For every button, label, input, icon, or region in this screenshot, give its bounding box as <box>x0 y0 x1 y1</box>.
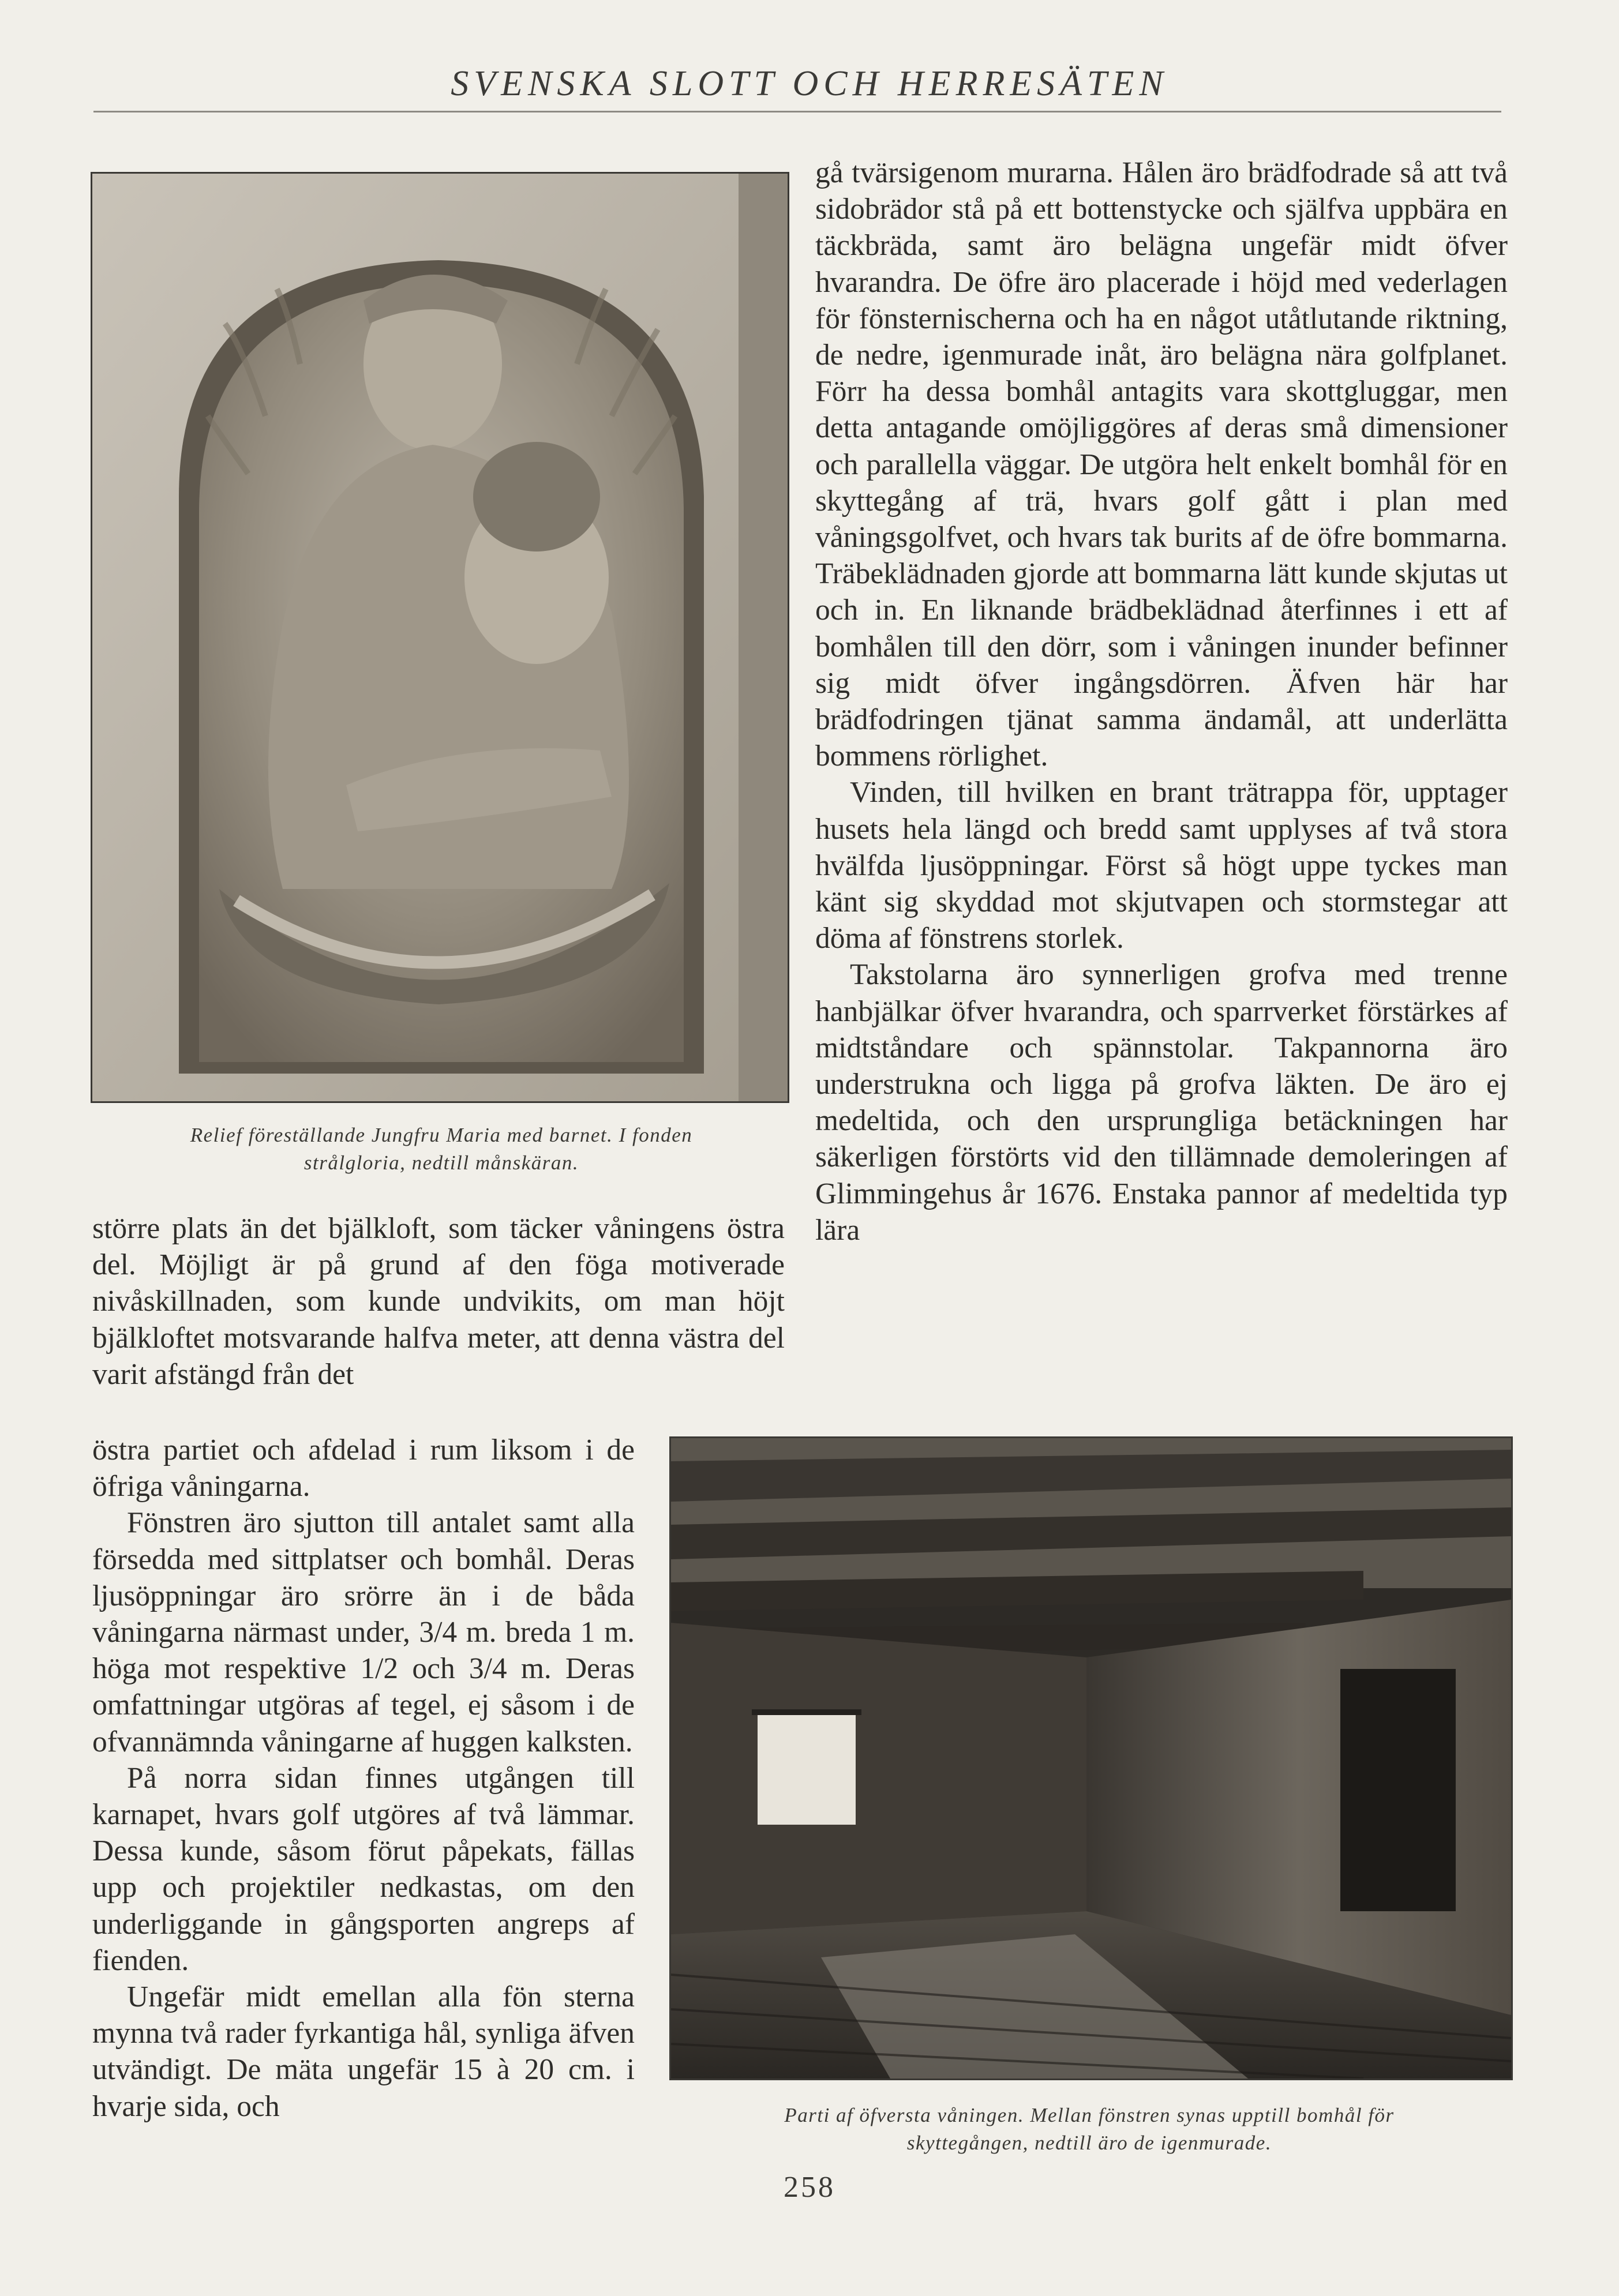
paragraph: större plats än det bjälkloft, som täcker våningens östra del. Möjligt är på grund af den föga motiverade nivåskillnaden, som kunde undvikits, om man höjt bjälkloftet motsvarande halfva meter, att denna västra del varit afstängd från det <box>92 1212 785 1391</box>
fraction: 1/2 <box>360 1652 399 1686</box>
relief-caption-line-1: Relief föreställande Jungfru Maria med barnet. I fonden <box>190 1124 693 1146</box>
room-caption-line-1: Parti af öfversta våningen. Mellan fönstren synas upptill bomhål för <box>784 2104 1395 2126</box>
page-number: 258 <box>784 2171 835 2204</box>
relief-caption-line-2: strålgloria, nedtill månskäran. <box>303 1151 579 1174</box>
fraction: 3/4 <box>469 1652 507 1686</box>
text-run: m. Deras omfattningar utgöras af tegel, ej såsom i de ofvannämnda våningarne af huggen kalksten. <box>92 1652 635 1758</box>
text-run: m. breda 1 m. höga mot respektive <box>92 1616 635 1686</box>
attic-room-photograph <box>669 1436 1513 2080</box>
paragraph: Vinden, till hvilken en brant trätrappa för, upptager husets hela längd och bredd samt upplyses af två stora hvälfda ljusöppningar. Först så högt uppe tyckes man känt sig skyddad mot skjutvapen och stormstegar att döma af fönstrens storlek. <box>815 776 1508 955</box>
paragraph: Takstolarna äro synnerligen grofva med trenne hanbjälkar öfver hvarandra, och sparrverket förstärkes af midtståndare och spännstolar. Takpannorna äro understrukna och ligga på grofva läkten. De äro ej medeltida, och den ursprungliga betäckningen har säkerligen förstörts vid den tillämnade demoleringen af Glimmingehus år 1676. Enstaka pannor af medeltida typ lära <box>815 958 1508 1247</box>
left-column-text-upper <box>92 1210 785 1393</box>
room-caption <box>669 2102 1509 2157</box>
text-run: Fönstren äro sjutton till antalet samt alla försedda med sittplatser och bomhål. Deras ljusöppningar äro srörre än i de båda våningarna närmast under, <box>92 1506 635 1649</box>
relief-photograph <box>91 172 789 1103</box>
header-rule <box>93 111 1501 112</box>
relief-caption <box>92 1121 790 1177</box>
right-column-text <box>815 155 1508 1248</box>
paragraph: östra partiet och afdelad i rum liksom i de öfriga våningarna. <box>92 1434 635 1503</box>
room-caption-line-2: skyttegången, nedtill äro de igenmurade. <box>906 2132 1272 2154</box>
left-column-text-lower <box>92 1432 635 2125</box>
text-run: och <box>412 1652 455 1686</box>
paragraph <box>92 1505 635 1759</box>
paragraph: gå tvärsigenom murarna. Hålen äro brädfodrade så att två sidobrädor stå på ett bottenstycke och själfva uppbära en täckbräda, samt äro belägna ungefär midt öfver hvarandra. De öfre äro placerade i höjd med vederlagen för fönsternischerna och ha en något utåtlutande riktning, de nedre, igenmurade inåt, äro belägna nära golfplanet. Förr ha dessa bomhål antagits vara skottgluggar, men detta antagande omöjliggöres af deras små dimensioner och parallella väggar. De utgöra helt enkelt bomhål för en skyttegång af trä, hvars golf gått i plan med våningsgolfvet, och hvars tak burits af de öfre bommarna. Träbeklädnaden gjorde att bommarna lätt kunde skjutas ut och in. En liknande brädbeklädnad återfinnes i ett af bomhålen till den dörr, som i våningen inunder befinner sig midt öfver ingångsdörren. Äfven här har brädfodringen tjänat samma ändamål, att underlätta bommens rörlighet. <box>815 156 1508 773</box>
fraction: 3/4 <box>419 1616 458 1649</box>
running-head: SVENSKA SLOTT OCH HERRESÄTEN <box>451 64 1168 103</box>
paragraph: På norra sidan finnes utgången till karnapet, hvars golf utgöres af två lämmar. Dessa kunde, såsom förut påpekats, fällas upp och projektiler nedkastas, om den underliggande in gångsporten angreps af fienden. <box>92 1761 635 1977</box>
paragraph: Ungefär midt emellan alla fön sterna mynna två rader fyrkantiga hål, synliga äfven utvändigt. De mäta ungefär 15 à 20 cm. i hvarje sida, och <box>92 1980 635 2123</box>
